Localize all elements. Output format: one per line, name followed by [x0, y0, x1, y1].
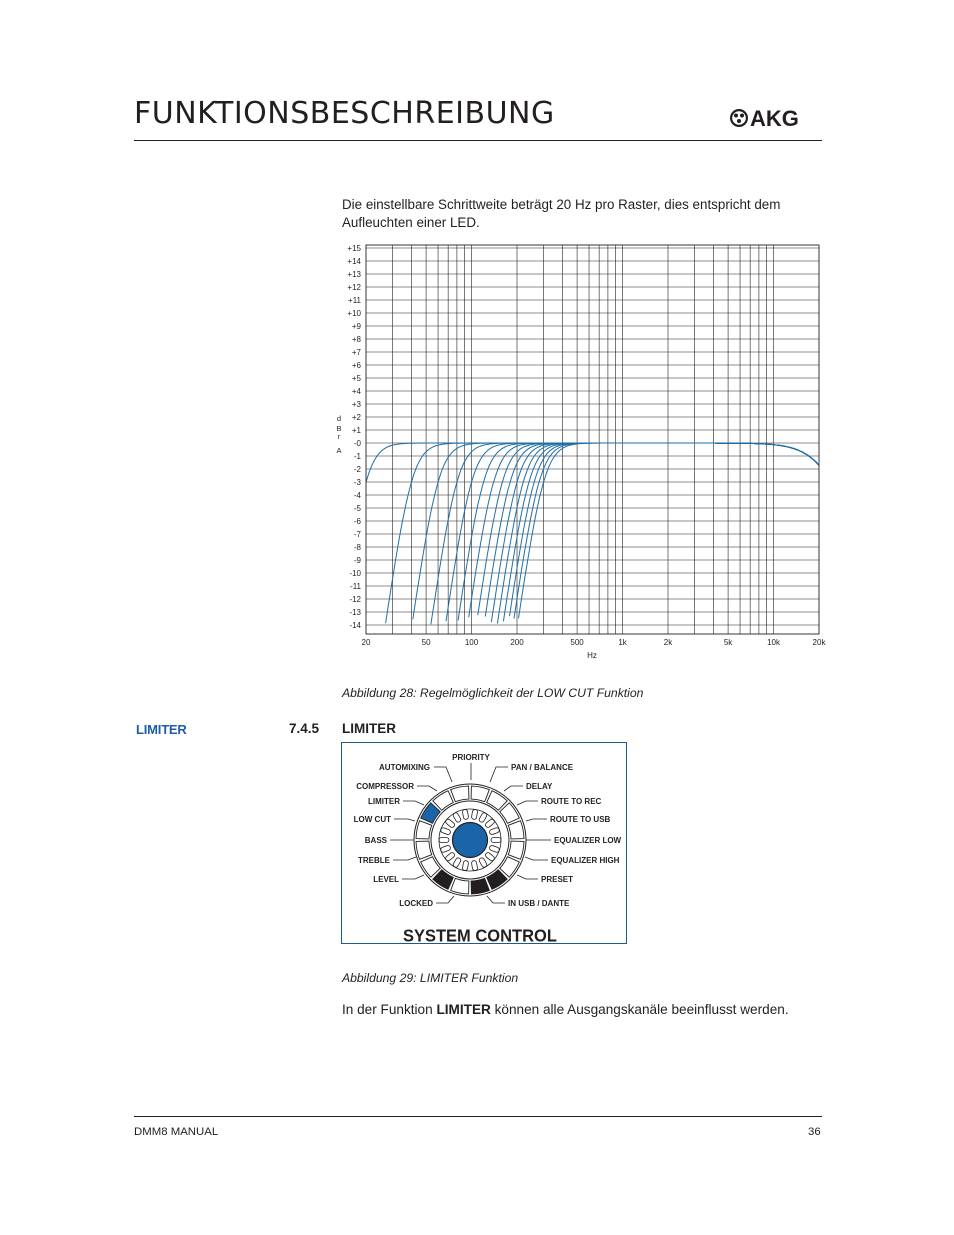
label-level: LEVEL	[373, 875, 399, 884]
y-axis-label-char: d	[336, 414, 342, 423]
y-tick-label: -2	[353, 465, 361, 474]
body-text-prefix: In der Funktion	[342, 1002, 437, 1017]
label-preset: PRESET	[541, 875, 574, 884]
y-tick-label: +10	[347, 309, 361, 318]
y-tick-label: +15	[347, 244, 361, 253]
x-tick-label: 200	[510, 638, 524, 647]
leader-line	[504, 786, 523, 791]
label-equalizer-high: EQUALIZER HIGH	[551, 856, 620, 865]
y-tick-label: +11	[348, 296, 361, 305]
leader-line	[526, 819, 547, 821]
chart-grid-vertical	[393, 245, 774, 634]
x-tick-label: 500	[570, 638, 584, 647]
y-axis-label-char: B	[336, 424, 342, 433]
x-tick-label: 20k	[812, 638, 826, 647]
low-cut-curve	[497, 443, 819, 624]
x-tick-label: 20	[361, 638, 371, 647]
leader-line	[436, 896, 454, 903]
label-route-to-usb: ROUTE TO USB	[550, 815, 611, 824]
x-tick-label: 50	[421, 638, 431, 647]
y-tick-label: +8	[351, 335, 361, 344]
low-cut-curve	[366, 443, 819, 482]
y-tick-label: +5	[351, 374, 361, 383]
label-priority: PRIORITY	[452, 753, 490, 762]
y-tick-label: -1	[353, 452, 361, 461]
leader-line	[394, 819, 415, 821]
y-tick-label: +14	[347, 257, 361, 266]
chart-x-axis-label: Hz	[587, 651, 597, 660]
y-tick-label: -9	[353, 556, 361, 565]
label-compressor: COMPRESSOR	[356, 782, 414, 791]
knob-tooth	[491, 838, 501, 843]
figure-28-caption: Abbildung 28: Regelmöglichkeit der LOW CUT Funktion	[342, 686, 644, 700]
x-tick-label: 100	[464, 638, 479, 647]
x-tick-label: 10k	[767, 638, 780, 647]
low-cut-chart	[330, 238, 830, 663]
low-cut-curve	[503, 443, 819, 621]
y-tick-label: -8	[353, 543, 361, 552]
y-tick-label: -6	[353, 517, 361, 526]
y-tick-label: -4	[353, 491, 361, 500]
x-tick-label: 2k	[663, 638, 673, 647]
leader-line	[525, 857, 548, 860]
footer-manual-name: DMM8 MANUAL	[134, 1126, 219, 1138]
y-axis-label-char: A	[336, 446, 342, 455]
label-automixing: AUTOMIXING	[379, 763, 430, 772]
y-tick-label: -10	[349, 569, 361, 578]
leader-line	[403, 801, 424, 805]
footer-divider	[134, 1116, 822, 1117]
page-title: FUNKTIONSBESCHREIBUNG	[134, 96, 555, 131]
chart-grid-horizontal	[366, 248, 819, 625]
y-tick-label: -14	[349, 621, 361, 630]
label-in-usb-dante: IN USB / DANTE	[508, 899, 570, 908]
y-tick-label: -7	[353, 530, 361, 539]
body-paragraph	[342, 1002, 789, 1017]
section-number: 7.4.5	[289, 721, 320, 736]
y-tick-label: +13	[347, 270, 361, 279]
y-axis-label-char: r	[337, 432, 341, 441]
y-tick-label: -11	[350, 582, 361, 591]
y-tick-label: +6	[351, 361, 361, 370]
label-bass: BASS	[364, 836, 387, 845]
leader-line	[402, 875, 424, 879]
leader-line	[417, 786, 437, 791]
leader-line	[517, 875, 538, 879]
low-cut-curve	[491, 443, 819, 622]
label-equalizer-low: EQUALIZER LOW	[554, 836, 622, 845]
low-cut-curve	[431, 443, 819, 624]
akg-logo	[728, 106, 824, 130]
label-low-cut: LOW CUT	[353, 815, 391, 824]
leader-line	[517, 801, 538, 805]
leader-line	[487, 896, 505, 903]
label-route-to-rec: ROUTE TO REC	[541, 797, 602, 806]
leader-line	[490, 767, 508, 782]
akg-emblem-icon	[730, 109, 748, 127]
y-tick-label: -5	[353, 504, 361, 513]
label-pan-balance: PAN / BALANCE	[511, 763, 574, 772]
y-tick-label: -12	[349, 595, 361, 604]
intro-paragraph: Die einstellbare Schrittweite beträgt 20 Hz pro Raster, dies entspricht dem Aufleuchten einer LED.	[342, 197, 781, 230]
y-tick-label: +2	[351, 413, 361, 422]
knob-button	[453, 823, 488, 858]
chart-frame	[366, 245, 819, 634]
footer-page-number: 36	[808, 1126, 821, 1138]
y-tick-label: +7	[351, 348, 361, 357]
chart-y-axis-label	[336, 414, 341, 455]
knob-tooth	[439, 838, 449, 843]
chart-x-ticks	[362, 638, 827, 647]
chart-y-ticks	[347, 244, 361, 630]
x-tick-label: 1k	[618, 638, 627, 647]
leader-line	[393, 857, 416, 860]
header-divider	[134, 140, 822, 141]
low-cut-curve	[386, 443, 819, 623]
sidebar-limiter-label: LIMITER	[136, 722, 187, 737]
y-tick-label: +9	[351, 322, 361, 331]
label-delay: DELAY	[526, 782, 553, 791]
y-tick-label: -13	[349, 608, 361, 617]
body-text-bold: LIMITER	[436, 1002, 491, 1017]
label-treble: TREBLE	[358, 856, 390, 865]
label-locked: LOCKED	[399, 899, 433, 908]
y-tick-label: -3	[353, 478, 361, 487]
akg-logo-text: AKG	[750, 106, 799, 130]
body-text-suffix: können alle Ausgangskanäle beeinflusst werden.	[490, 1002, 789, 1017]
chart-curves	[366, 443, 819, 624]
y-tick-label: -0	[353, 439, 361, 448]
panel-title: SYSTEM CONTROL	[403, 926, 557, 943]
y-tick-label: +4	[351, 387, 361, 396]
section-title: LIMITER	[342, 721, 396, 736]
label-limiter: LIMITER	[368, 797, 400, 806]
system-control-diagram	[342, 743, 626, 943]
y-tick-label: +1	[351, 426, 361, 435]
leader-line	[434, 767, 452, 782]
y-tick-label: +12	[347, 283, 361, 292]
figure-29-caption: Abbildung 29: LIMITER Funktion	[342, 971, 519, 985]
x-tick-label: 5k	[723, 638, 733, 647]
y-tick-label: +3	[351, 400, 361, 409]
